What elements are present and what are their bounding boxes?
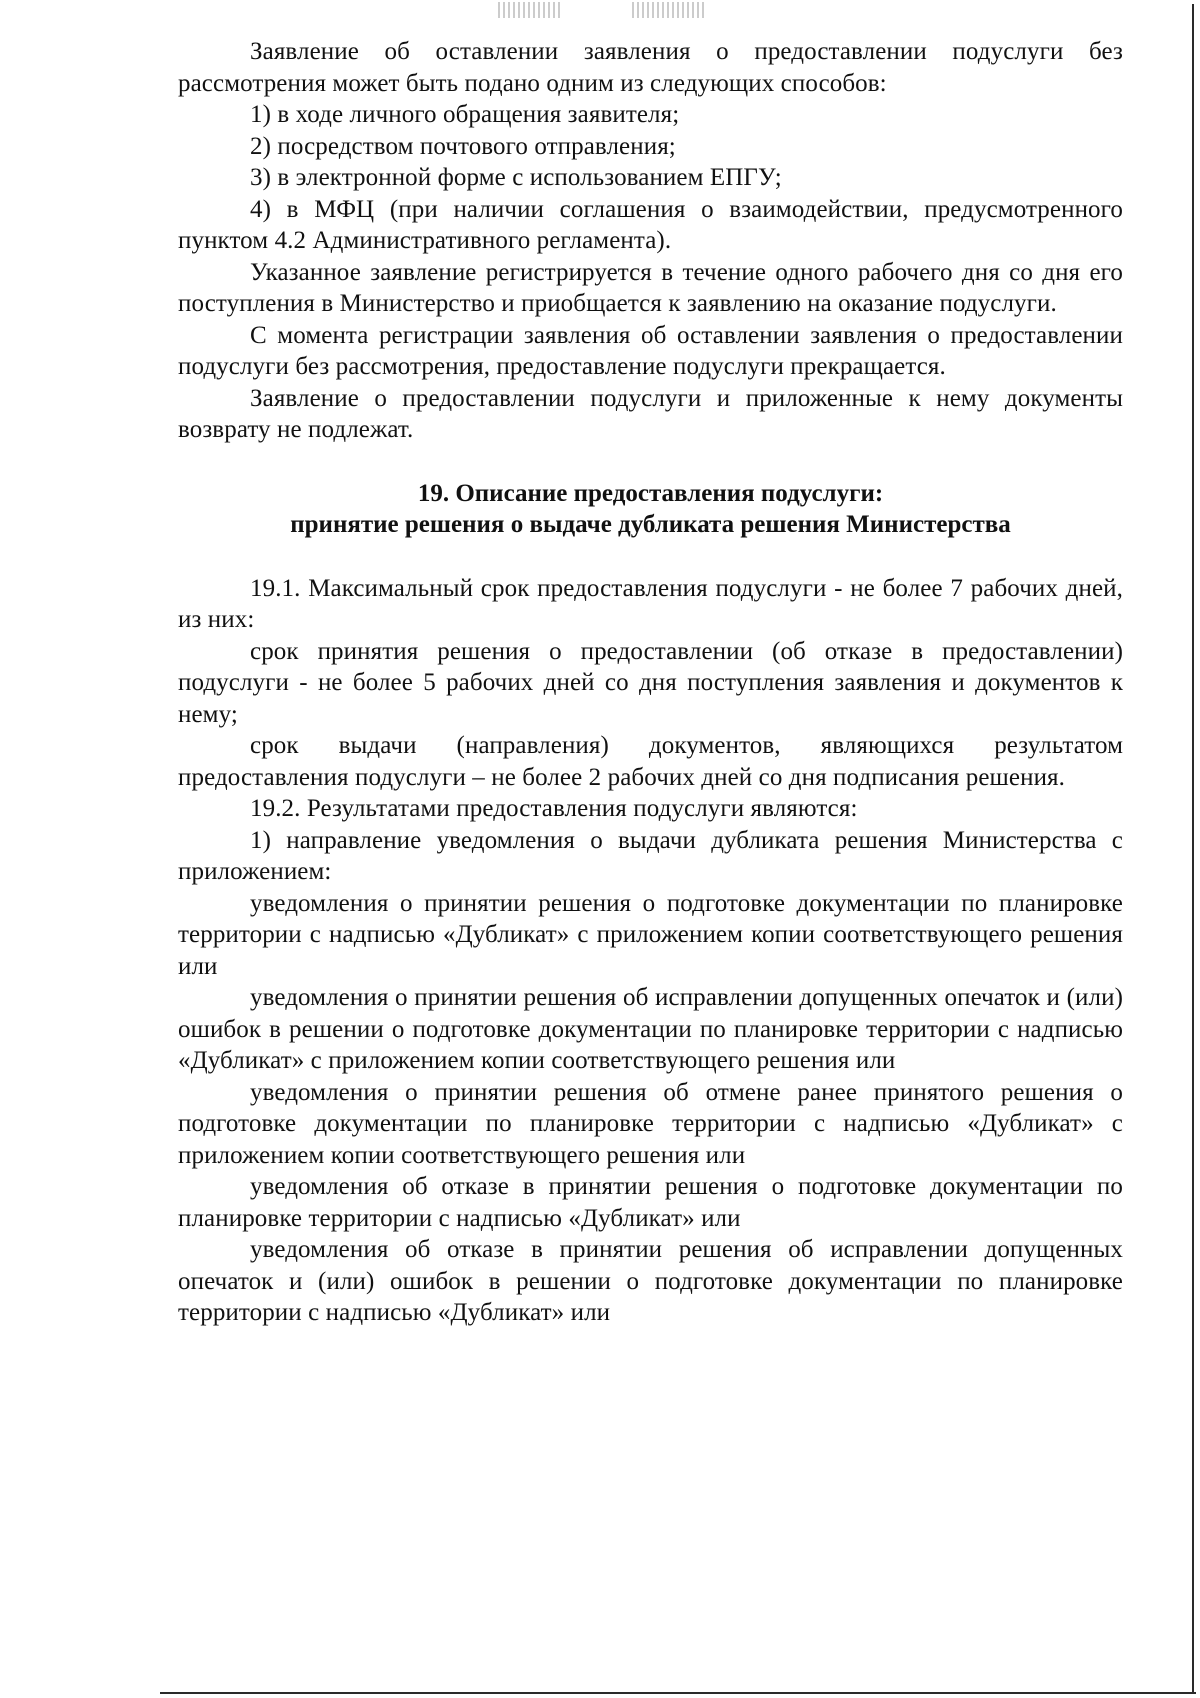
- paragraph: срок принятия решения о предоставлении (об отказе в предоставлении) подуслуги - не более 5 рабочих дней со дня поступления заявления и документов к нему;: [178, 637, 1123, 728]
- scan-stamp-mark: [490, 0, 710, 20]
- section-heading-line-2: принятие решения о выдаче дубликата решения Министерства: [290, 511, 1011, 538]
- paragraph: 19.1. Максимальный срок предоставления подуслуги - не более 7 рабочих дней, из них:: [178, 574, 1123, 633]
- paragraph: Указанное заявление регистрируется в течение одного рабочего дня со дня его поступления в Министерство и приобщается к заявлению на оказание подуслуги.: [178, 258, 1123, 317]
- scan-border-right: [1192, 4, 1194, 1694]
- paragraph: уведомления об отказе в принятии решения о подготовке документации по планировке территории с надписью «Дубликат» или: [178, 1173, 1123, 1232]
- paragraph: С момента регистрации заявления об оставлении заявления о предоставлении подуслуги без рассмотрения, предоставление подуслуги прекращается.: [178, 321, 1123, 380]
- paragraph: Заявление об оставлении заявления о предоставлении подуслуги без рассмотрения может быть подано одним из следующих способов:: [178, 38, 1123, 97]
- paragraph: уведомления о принятии решения об исправлении допущенных опечаток и (или) ошибок в решении о подготовке документации по планировке территории с надписью «Дубликат» с приложением копии соответствующего решения или: [178, 984, 1123, 1074]
- list-item: 2) посредством почтового отправления;: [250, 132, 676, 160]
- scan-border-bottom: [160, 1692, 1196, 1694]
- paragraph: Заявление о предоставлении подуслуги и приложенные к нему документы возврату не подлежат.: [178, 384, 1123, 443]
- section-heading-line-1: 19. Описание предоставления подуслуги:: [417, 479, 884, 507]
- list-item: 3) в электронной форме с использованием ЕПГУ;: [250, 164, 782, 191]
- paragraph: уведомления о принятии решения о подготовке документации по планировке территории с надписью «Дубликат» с приложением копии соответствующего решения или: [178, 889, 1123, 980]
- list-item: 1) в ходе личного обращения заявителя;: [250, 101, 680, 128]
- section-heading: [178, 478, 1123, 541]
- paragraph: уведомления о принятии решения об отмене ранее принятого решения о подготовке документации по планировке территории с надписью «Дубликат» с приложением копии соответствующего решения или: [178, 1078, 1123, 1169]
- list-item: 1) направление уведомления о выдачи дубликата решения Министерства с приложением:: [178, 826, 1123, 885]
- paragraph: уведомления об отказе в принятии решения об исправлении допущенных опечаток и (или) ошибок в решении о подготовке документации по планировке территории с надписью «Дубликат» или: [178, 1236, 1123, 1326]
- paragraph: срок выдачи (направления) документов, являющихся результатом предоставления подуслуги – не более 2 рабочих дней со дня подписания решения.: [178, 732, 1123, 791]
- document-body: [178, 36, 1123, 1329]
- list-item: 4) в МФЦ (при наличии соглашения о взаимодействии, предусмотренного пунктом 4.2 Административного регламента).: [178, 195, 1123, 254]
- paragraph: 19.2. Результатами предоставления подуслуги являются:: [250, 795, 858, 822]
